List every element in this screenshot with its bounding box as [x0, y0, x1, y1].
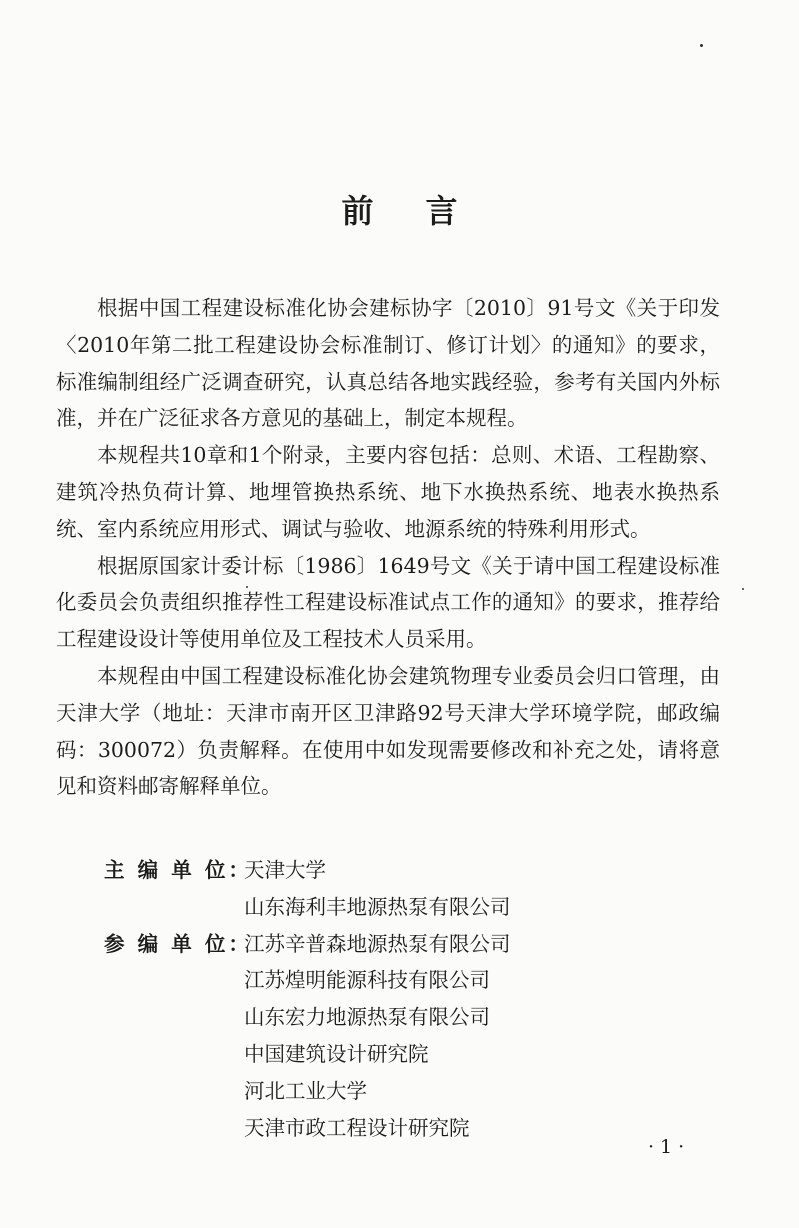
chief-editor-list	[244, 852, 511, 926]
preface-paragraph: 本规程由中国工程建设标准化协会建筑物理专业委员会归口管理，由天津大学（地址：天津市南开区卫津路92号天津大学环境学院，邮政编码：300072）负责解释。在使用中如发现需要修改和补充之处，请将意见和资料邮寄解释单位。	[56, 663, 720, 799]
preface-paragraph: 根据中国工程建设标准化协会建标协字〔2010〕91号文《关于印发〈2010年第二批工程建设协会标准制订、修订计划〉的通知》的要求，标准编制组经广泛调查研究，认真总结各地实践经验，参考有关国内外标准，并在广泛征求各方意见的基础上，制定本规程。	[56, 296, 720, 431]
unit-name: 江苏煌明能源科技有限公司	[244, 968, 490, 993]
unit-name: 河北工业大学	[244, 1078, 367, 1103]
unit-name: 江苏辛普森地源热泵有限公司	[244, 931, 511, 956]
unit-name: 天津市政工程设计研究院	[244, 1115, 470, 1140]
unit-name: 中国建筑设计研究院	[244, 1041, 429, 1066]
participating-label: 参 编 单 位：	[104, 931, 252, 956]
unit-name: 天津大学	[244, 858, 326, 882]
unit-name: 山东海利丰地源热泵有限公司	[244, 894, 511, 919]
preface-body	[56, 290, 720, 805]
participating-list	[244, 926, 511, 1147]
chief-editor-units	[104, 852, 511, 926]
title-char-1: 前	[341, 192, 374, 230]
scan-speck	[700, 44, 703, 47]
participating-units	[104, 926, 511, 1147]
units-section	[104, 852, 511, 1146]
page-title	[0, 186, 799, 232]
preface-paragraph: 根据原国家计委计标〔1986〕1649号文《关于请中国工程建设标准化委员会负责组织推荐性工程建设标准试点工作的通知》的要求，推荐给工程建设设计等使用单位及工程技术人员采用。	[56, 553, 720, 652]
scan-speck	[742, 588, 744, 590]
chief-editor-label: 主 编 单 位：	[104, 858, 252, 882]
preface-paragraph: 本规程共10章和1个附录，主要内容包括：总则、术语、工程勘察、建筑冷热负荷计算、地埋管换热系统、地下水换热系统、地表水换热系统、室内系统应用形式、调试与验收、地源系统的特殊利用形式。	[56, 443, 720, 541]
unit-name: 山东宏力地源热泵有限公司	[244, 1005, 490, 1030]
title-char-2: 言	[425, 192, 458, 230]
page-number: ·1·	[648, 1136, 691, 1158]
